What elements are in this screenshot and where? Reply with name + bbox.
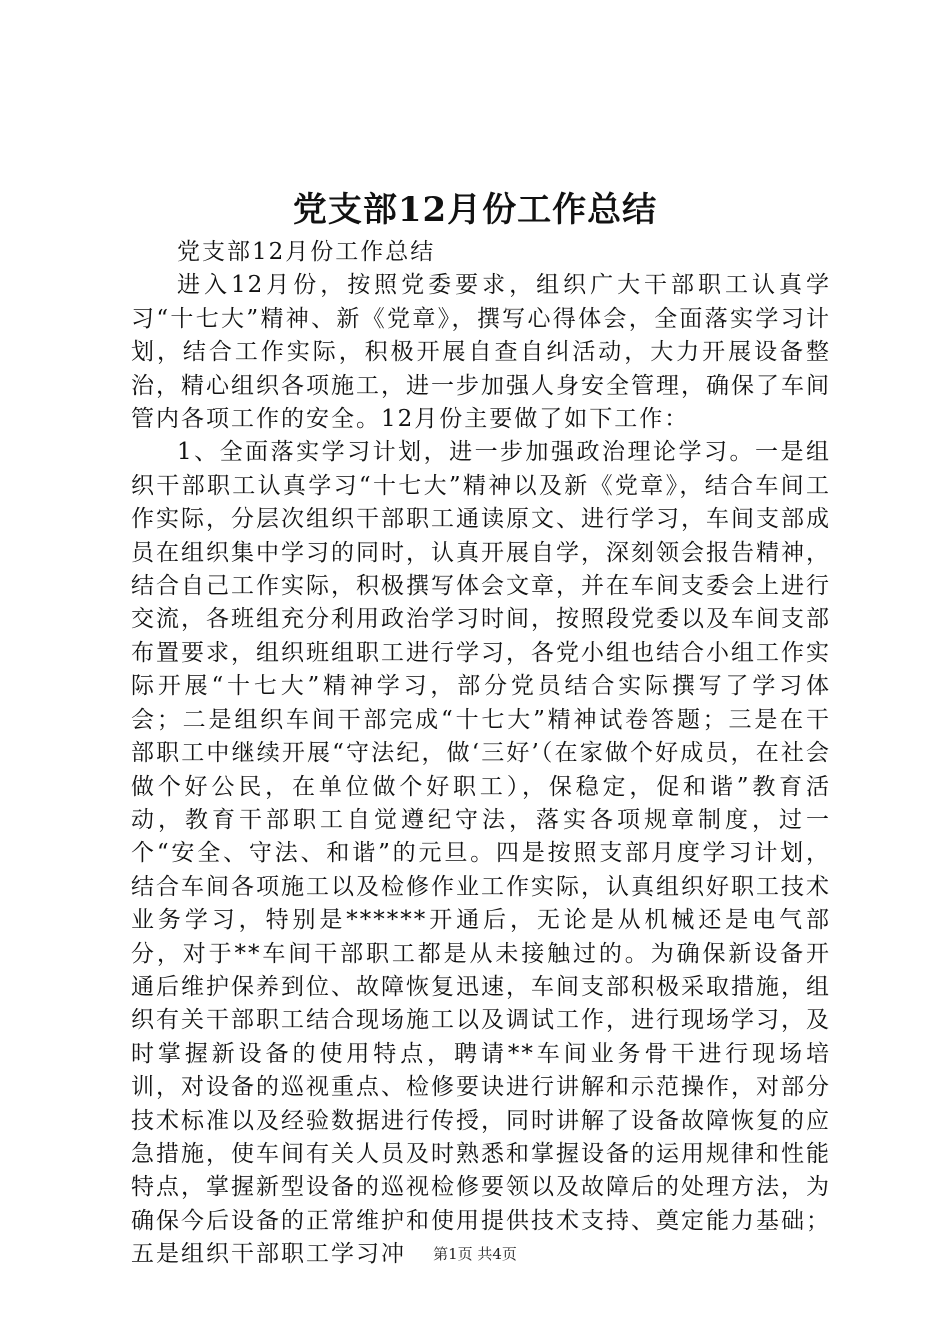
body-paragraph-subtitle: 党支部12月份工作总结 [177, 239, 436, 265]
document-body [131, 236, 831, 1272]
document-title: 党支部12月份工作总结 [292, 190, 658, 230]
page-footer: 第1页 共4页 [433, 1245, 517, 1263]
body-paragraph-item-1: 1、全面落实学习计划，进一步加强政治理论学习。一是组织干部职工认真学习“十七大”精神以及新《党章》，结合车间工作实际，分层次组织干部职工通读原文、进行学习，车间支部成员在组织集中学习的同时，认真开展自学，深刻领会报告精神，结合自己工作实际，积极撰写体会文章，并在车间支委会上进行交流，各班组充分利用政治学习时间，按照段党委以及车间支部布置要求，组织班组职工进行学习，各党小组也结合小组工作实际开展“十七大”精神学习，部分党员结合实际撰写了学习体会；二是组织车间干部完成“十七大”精神试卷答题；三是在干部职工中继续开展“守法纪，做‘三好’（在家做个好成员，在社会做个好公民，在单位做个好职工），保稳定，促和谐”教育活动，教育干部职工自觉遵纪守法，落实各项规章制度，过一个“安全、守法、和谐”的元旦。四是按照支部月度学习计划，结合车间各项施工以及检修作业工作实际，认真组织好职工技术业务学习，特别是******开通后，无论是从机械还是电气部分，对于**车间干部职工都是从未接触过的。为确保新设备开通后维护保养到位、故障恢复迅速，车间支部积极采取措施，组织有关干部职工结合现场施工以及调试工作，进行现场学习，及时掌握新设备的使用特点，聘请**车间业务骨干进行现场培训，对设备的巡视重点、检修要诀进行讲解和示范操作，对部分技术标准以及经验数据进行传授，同时讲解了设备故障恢复的应急措施，使车间有关人员及时熟悉和掌握设备的运用规律和性能特点，掌握新型设备的巡视检修要领以及故障后的处理方法，为确保今后设备的正常维护和使用提供技术支持、奠定能力基础；五是组织干部职工学习冲 [131, 439, 831, 1268]
body-paragraph-intro: 进入12月份，按照党委要求，组织广大干部职工认真学习“十七大”精神、新《党章》，撰写心得体会，全面落实学习计划，结合工作实际，积极开展自查自纠活动，大力开展设备整治，精心组织各项施工，进一步加强人身安全管理，确保了车间管内各项工作的安全。12月份主要做了如下工作： [131, 272, 831, 433]
